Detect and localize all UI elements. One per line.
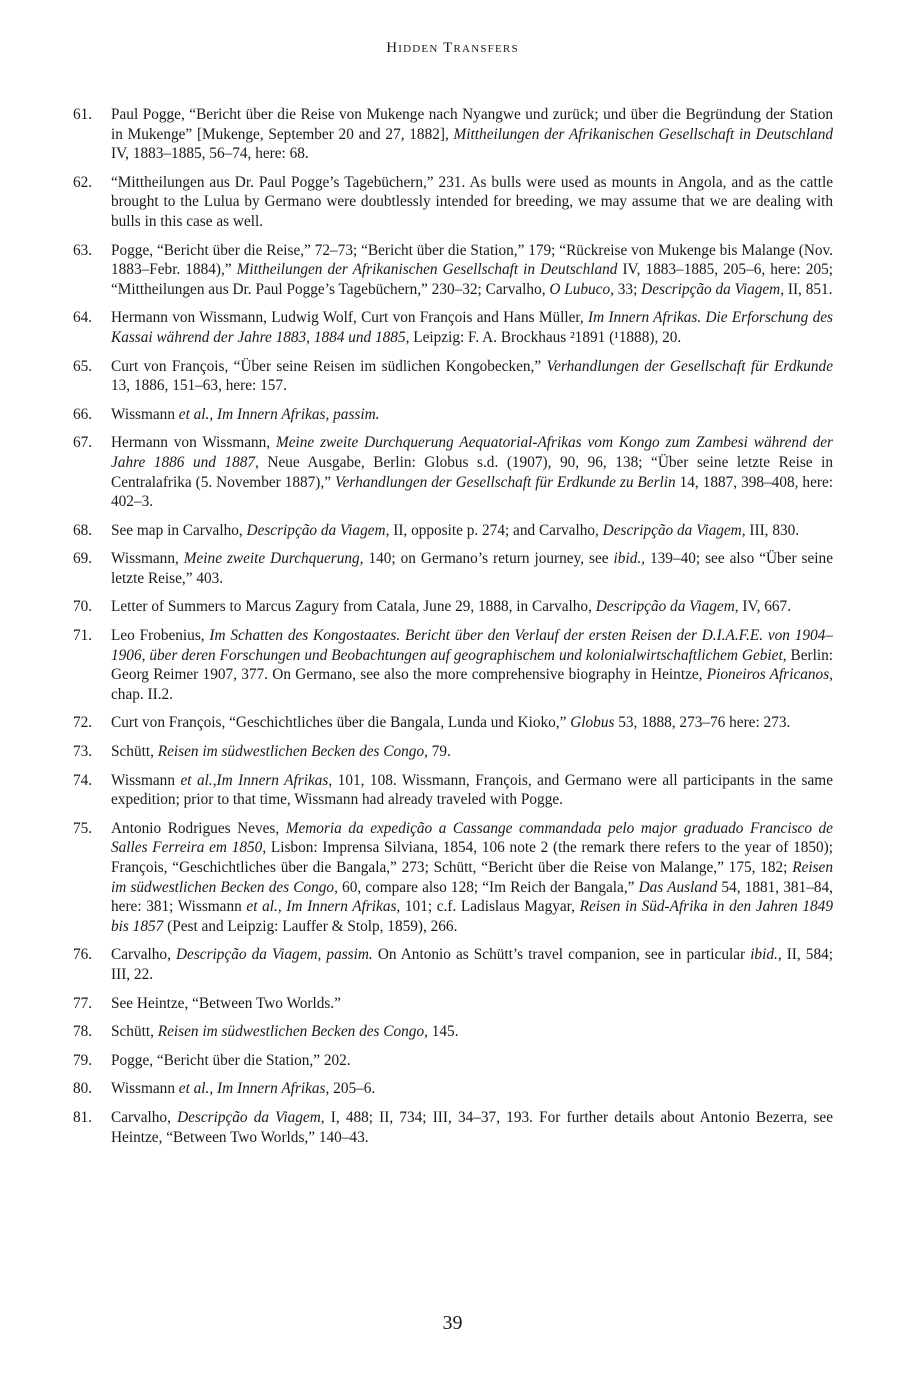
endnote — [73, 173, 833, 232]
endnote-segment: 101; c.f. Ladislaus Magyar, — [400, 898, 580, 916]
endnote-text — [111, 357, 833, 396]
endnote-segment: 145. — [427, 1023, 459, 1041]
endnote-segment: Hermann von Wissmann, Ludwig Wolf, Curt von François and Hans Müller, — [111, 309, 588, 327]
endnote-italic-segment: Descripção da Viagem, passim. — [175, 946, 373, 964]
endnote — [73, 742, 833, 762]
endnote — [73, 771, 833, 810]
endnote-segment: “Mittheilungen aus Dr. Paul Pogge’s Tagebüchern,” 231. As bulls were used as mounts in Angola, and as the cattle brought to the Lulua by Germano were doubtlessly intended for breeding, we may assume that we are dealing with bulls in this case as well. — [111, 173, 833, 230]
endnote-segment: 33; — [613, 280, 642, 298]
endnote-italic-segment: Im Innern Afrikas. Die Erforschung des Kassai während der Jahre 1883, 1884 und 1885 — [111, 309, 833, 346]
endnote-segment: Wissmann, — [111, 550, 184, 568]
endnote-text — [111, 105, 833, 164]
endnote-text — [111, 1108, 833, 1147]
endnote-italic-segment: Reisen im südwestlichen Becken des Congo, — [157, 743, 428, 761]
endnote — [73, 945, 833, 984]
endnote-italic-segment: Descripção da Viagem — [595, 598, 735, 616]
endnote-segment: On Antonio as Schütt’s travel companion, see in particular — [372, 946, 751, 964]
endnote-segment: Wissmann — [111, 405, 179, 423]
endnote — [73, 1051, 833, 1071]
endnote-italic-segment: Reisen im südwestlichen Becken des Congo, — [157, 1023, 428, 1041]
page-number: 39 — [442, 1312, 463, 1334]
endnote — [73, 626, 833, 704]
endnote-number: 70. — [73, 598, 93, 616]
endnote — [73, 597, 833, 617]
endnote-italic-segment: Descripção da Viagem — [641, 280, 781, 298]
endnote-number: 68. — [73, 521, 93, 539]
endnote-number: 80. — [73, 1080, 93, 1098]
endnote-italic-segment: Das Ausland — [638, 878, 718, 896]
endnote-segment: Carvalho, — [111, 946, 176, 964]
endnote-italic-segment: Verhandlungen der Gesellschaft für Erdkunde — [546, 357, 833, 375]
endnote-segment: Hermann von Wissmann, — [111, 434, 276, 452]
endnote-text — [111, 521, 833, 541]
endnotes-list — [73, 105, 833, 1156]
endnote-segment: Leo Frobenius, — [111, 627, 210, 645]
endnote-segment: IV, 1883–1885, 205–6, here: 205; “Mittheilungen aus Dr. Paul Pogge’s Tagebüchern,” 230–32; Carvalho, — [111, 261, 833, 298]
endnote-text — [111, 549, 833, 588]
endnote-text — [111, 945, 833, 984]
endnote-segment: Curt von François, “Geschichtliches über die Bangala, Lunda und Kioko,” — [111, 714, 571, 732]
endnote — [73, 1108, 833, 1147]
endnote-segment: 79. — [427, 743, 451, 761]
endnote-number: 73. — [73, 743, 93, 761]
endnote-text — [111, 1022, 833, 1042]
endnote-number: 65. — [73, 357, 93, 375]
endnote-segment: (Pest and Leipzig: Lauffer & Stolp, 1859), 266. — [163, 917, 458, 935]
endnote-segment: Wissmann — [111, 771, 181, 789]
endnote — [73, 549, 833, 588]
endnote-segment: IV, 1883–1885, 56–74, here: 68. — [111, 145, 309, 163]
endnote-italic-segment: Pioneiros Africanos, — [706, 666, 833, 684]
endnote-italic-segment: Im Schatten des Kongostaates. Bericht über den Verlauf der ersten Reisen der D.I.A.F.E. von 1904–1906, über deren Forschungen und Beobachtungen auf geographischem und kolonialwirtschaftlichem Gebiet — [111, 627, 833, 664]
endnote-number: 74. — [73, 771, 93, 789]
endnote — [73, 241, 833, 300]
endnote-segment: , III, 830. — [741, 521, 800, 539]
endnote-segment: , 101, 108. Wissmann, François, and Germano were all participants in the same expedition; prior to that time, Wissmann had already traveled with Pogge. — [111, 771, 833, 809]
endnote-number: 77. — [73, 994, 93, 1012]
endnote-text — [111, 1079, 833, 1099]
endnote — [73, 994, 833, 1014]
endnote-segment: , II, 584; III, 22. — [111, 946, 833, 983]
endnote-segment: 140; on Germano’s return journey, see — [363, 550, 614, 568]
endnote-italic-segment: ibid. — [750, 946, 778, 964]
endnote-italic-segment: Reisen in Süd-Afrika in den Jahren 1849 bis 1857 — [111, 898, 833, 935]
endnote-italic-segment: et al., Im Innern Afrikas, passim. — [178, 405, 380, 423]
endnote — [73, 713, 833, 733]
running-head: Hidden Transfers — [386, 40, 519, 56]
endnote-text — [111, 173, 833, 232]
endnote-text — [111, 308, 833, 347]
endnote-segment: , Leipzig: F. A. Brockhaus ²1891 (¹1888), 20. — [405, 328, 682, 346]
endnote-italic-segment: Verhandlungen der Gesellschaft für Erdkunde zu Berlin — [334, 473, 676, 491]
endnote-segment: Antonio Rodrigues Neves, — [111, 819, 286, 837]
endnote-italic-segment: Memoria da expedição a Cassange commandada pelo major graduado Francisco de Salles Ferreira em 1850 — [111, 819, 833, 857]
endnote — [73, 308, 833, 347]
endnote-segment: 54, 1881, 381–84, here: 381; Wissmann — [111, 878, 833, 916]
endnote-text — [111, 626, 833, 704]
endnote-number: 75. — [73, 819, 93, 837]
endnote-segment: , Berlin: Georg Reimer 1907, 377. On Germano, see also the more comprehensive biography in Heintze, — [111, 646, 833, 684]
endnote-segment: 205–6. — [329, 1080, 376, 1098]
endnote-segment: Pogge, “Bericht über die Reise,” 72–73; “Bericht über die Station,” 179; “Rückreise von Mukenge bis Malange (Nov. 1883–Febr. 1884),” — [111, 241, 833, 279]
endnote-italic-segment: O Lubuco, — [549, 280, 614, 298]
endnote-segment: 139–40; see also “Über seine letzte Reise,” 403. — [111, 550, 833, 587]
endnote — [73, 521, 833, 541]
endnote-text — [111, 405, 833, 425]
endnote-segment: Curt von François, “Über seine Reisen im südlichen Kongobecken,” — [111, 357, 547, 375]
endnote-segment: 60, compare also 128; “Im Reich der Bangala,” — [337, 878, 639, 896]
endnote-italic-segment: Mittheilungen der Afrikanischen Gesellschaft in Deutschland — [236, 261, 618, 279]
endnote — [73, 405, 833, 425]
endnote-segment: See map in Carvalho, — [111, 521, 247, 539]
endnote-italic-segment: Meine zweite Durchquerung, — [183, 550, 364, 568]
endnote-segment: 14, 1887, 398–408, here: 402–3. — [111, 473, 833, 511]
endnote-segment: Carvalho, — [111, 1108, 178, 1126]
endnote-segment: Pogge, “Bericht über die Station,” 202. — [111, 1051, 351, 1069]
endnote-italic-segment: et al., Im Innern Afrikas, — [246, 898, 401, 916]
endnote — [73, 433, 833, 511]
endnote-text — [111, 771, 833, 810]
endnote-segment: , Lisbon: Imprensa Silviana, 1854, 106 note 2 (the remark there refers to the year of 1850); François, “Geschichtliches über die Bangala,” 273; Schütt, “Bericht über die Reise von Malange,” 175, 182; — [111, 839, 834, 876]
endnote-italic-segment: Globus — [570, 714, 615, 732]
endnote-segment: 53, 1888, 273–76 here: 273. — [614, 714, 791, 732]
endnote-text — [111, 713, 833, 733]
endnote-segment: , I, 488; II, 734; III, 34–37, 193. For further details about Antonio Bezerra, see Heintze, “Between Two Worlds,” 140–43. — [111, 1108, 833, 1146]
endnote — [73, 1079, 833, 1099]
endnote-number: 69. — [73, 550, 93, 568]
endnote-segment: 13, 1886, 151–63, here: 157. — [111, 377, 287, 395]
endnote-segment: Wissmann — [111, 1080, 179, 1098]
endnote-number: 81. — [73, 1108, 93, 1126]
endnote-segment: Schütt, — [111, 1023, 158, 1041]
endnote-number: 71. — [73, 627, 93, 645]
endnote-italic-segment: Descripção da Viagem — [602, 521, 742, 539]
endnote-number: 66. — [73, 405, 93, 423]
endnote-text — [111, 433, 833, 511]
endnote-number: 76. — [73, 946, 93, 964]
endnote — [73, 357, 833, 396]
endnote-segment: chap. II.2. — [111, 685, 174, 703]
endnote-segment: , II, opposite p. 274; and Carvalho, — [385, 521, 603, 539]
endnote-segment: , II, 851. — [780, 280, 833, 298]
endnote-number: 67. — [73, 434, 93, 452]
endnote-text — [111, 819, 833, 937]
endnote-number: 62. — [73, 173, 93, 191]
endnote-number: 64. — [73, 309, 93, 327]
endnote-italic-segment: Descripção da Viagem — [177, 1108, 321, 1126]
endnote — [73, 1022, 833, 1042]
endnote-segment: , IV, 667. — [734, 598, 792, 616]
endnote-text — [111, 241, 833, 300]
endnote — [73, 819, 833, 937]
endnote-segment: See Heintze, “Between Two Worlds.” — [111, 994, 341, 1012]
endnote-text — [111, 994, 833, 1014]
endnote-number: 61. — [73, 106, 93, 123]
endnote-segment: , Neue Ausgabe, Berlin: Globus s.d. (1907), 90, 96, 138; “Über seine letzte Reise in Centralafrika (5. November 1887),” — [111, 453, 833, 491]
endnote-segment: Schütt, — [111, 743, 158, 761]
endnote-italic-segment: Descripção da Viagem — [246, 521, 386, 539]
endnote-italic-segment: ibid., — [613, 550, 645, 568]
endnote-italic-segment: Reisen im südwestlichen Becken des Congo, — [111, 859, 833, 896]
endnote-italic-segment: Mittheilungen der Afrikanischen Gesellschaft in Deutschland — [453, 125, 833, 143]
endnote-number: 72. — [73, 714, 93, 732]
endnote-segment: Paul Pogge, “Bericht über die Reise von Mukenge nach Nyangwe und zurück; und über die Begründung der Station in Mukenge” [Mukenge, September 20 and 27, 1882], — [111, 106, 833, 143]
endnote — [73, 105, 833, 164]
endnote-number: 63. — [73, 241, 93, 259]
endnote-number: 79. — [73, 1051, 93, 1069]
endnote-italic-segment: et al., Im Innern Afrikas, — [178, 1080, 330, 1098]
endnote-italic-segment: Meine zweite Durchquerung Aequatorial-Afrikas vom Kongo zum Zambesi während der Jahre 1886 und 1887 — [111, 434, 833, 471]
endnote-text — [111, 597, 833, 617]
endnote-text — [111, 742, 833, 762]
endnote-segment: Letter of Summers to Marcus Zagury from Catala, June 29, 1888, in Carvalho, — [111, 598, 596, 616]
endnote-number: 78. — [73, 1023, 93, 1041]
endnote-italic-segment: et al.,Im Innern Afrikas — [180, 771, 329, 789]
endnote-text — [111, 1051, 833, 1071]
